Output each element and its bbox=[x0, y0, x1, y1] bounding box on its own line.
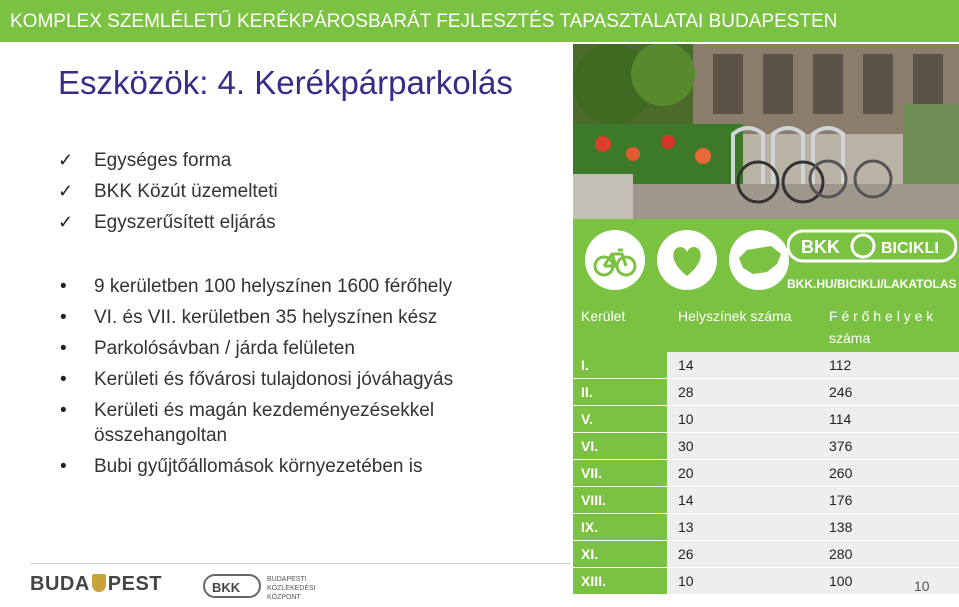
checklist-text: Egységes forma bbox=[94, 150, 232, 171]
table-row bbox=[573, 487, 959, 514]
table-row bbox=[573, 406, 959, 433]
bullet-text: 9 kerületben 100 helyszínen 1600 férőhely bbox=[94, 276, 453, 297]
cell-sites: 14 bbox=[678, 492, 694, 508]
parking-table bbox=[573, 304, 959, 595]
bkk-footer-line3: KÖZPONT bbox=[267, 594, 301, 601]
table-row bbox=[573, 568, 959, 595]
table-row bbox=[573, 379, 959, 406]
cell-district: VI. bbox=[581, 438, 599, 454]
bullet-item bbox=[58, 367, 528, 392]
bike-rack-photo bbox=[573, 44, 959, 219]
cell-district: XIII. bbox=[581, 573, 606, 589]
bullet-text: Kerületi és fővárosi tulajdonosi jóváhagyás bbox=[94, 369, 454, 390]
bullet-item bbox=[58, 274, 528, 299]
cell-sites: 10 bbox=[678, 411, 694, 427]
table-header bbox=[573, 304, 959, 352]
cell-sites: 14 bbox=[678, 357, 694, 373]
bicycle-icon bbox=[585, 230, 645, 290]
bullet-item bbox=[58, 454, 528, 479]
checklist-item bbox=[58, 212, 278, 243]
cell-places: 138 bbox=[829, 519, 853, 535]
checkmark-icon: ✓ bbox=[58, 150, 74, 170]
bkk-footer-logo bbox=[203, 572, 343, 607]
bkk-footer-line2: KÖZLEKEDÉSI bbox=[267, 585, 316, 592]
cell-sites: 26 bbox=[678, 546, 694, 562]
cell-district: II. bbox=[581, 384, 593, 400]
bullet-icon: • bbox=[60, 338, 67, 359]
bullet-item bbox=[58, 398, 528, 448]
bullet-text: Kerületi és magán kezdeményezésekkel összehangoltan bbox=[94, 400, 435, 446]
cell-places: 280 bbox=[829, 546, 853, 562]
crest-icon bbox=[92, 574, 106, 592]
table-row bbox=[573, 433, 959, 460]
checklist-item bbox=[58, 181, 278, 212]
checklist-text: BKK Közút üzemelteti bbox=[94, 181, 278, 202]
bullet-text: Parkolósávban / járda felületen bbox=[94, 338, 355, 359]
cell-district: VIII. bbox=[581, 492, 606, 508]
bullet-text: VI. és VII. kerületben 35 helyszínen kész bbox=[94, 307, 438, 328]
header-bar bbox=[0, 0, 959, 42]
table-row bbox=[573, 514, 959, 541]
footer-divider bbox=[30, 563, 570, 564]
table-row bbox=[573, 541, 959, 568]
budapest-logo: BUDA PEST bbox=[30, 573, 163, 595]
cell-district: V. bbox=[581, 411, 593, 427]
bullet-list bbox=[58, 274, 528, 485]
bkk-footer-line1: BUDAPESTI bbox=[267, 576, 307, 583]
cell-sites: 20 bbox=[678, 465, 694, 481]
bullet-icon: • bbox=[60, 276, 67, 297]
bkk-bicikli-banner bbox=[573, 219, 959, 304]
checklist bbox=[58, 150, 278, 243]
slide-title: Eszközök: 4. Kerékpárparkolás bbox=[58, 64, 513, 101]
table-row bbox=[573, 352, 959, 379]
header-places: F é r ő h e l y e k bbox=[829, 308, 934, 324]
bullet-icon: • bbox=[60, 369, 67, 390]
bike-rack-photo-art bbox=[573, 44, 959, 219]
cell-places: 376 bbox=[829, 438, 853, 454]
cell-places: 176 bbox=[829, 492, 853, 508]
cell-district: XI. bbox=[581, 546, 599, 562]
cell-sites: 13 bbox=[678, 519, 694, 535]
cell-places: 112 bbox=[829, 357, 852, 373]
cell-places: 114 bbox=[829, 411, 852, 427]
bkk-footer-brand: BKK bbox=[212, 580, 241, 595]
checklist-item bbox=[58, 150, 278, 181]
bullet-icon: • bbox=[60, 400, 67, 421]
hungary-map-icon bbox=[729, 230, 789, 290]
cell-district: IX. bbox=[581, 519, 599, 535]
bullet-text: Bubi gyűjtőállomások környezetében is bbox=[94, 456, 423, 477]
checklist-text: Egyszerűsített eljárás bbox=[94, 212, 276, 233]
table-row bbox=[573, 460, 959, 487]
cell-places: 246 bbox=[829, 384, 853, 400]
cell-sites: 10 bbox=[678, 573, 694, 589]
cell-district: VII. bbox=[581, 465, 603, 481]
header-district: Kerület bbox=[581, 308, 626, 324]
bullet-icon: • bbox=[60, 456, 67, 477]
bkk-brand: BKK bbox=[801, 237, 840, 257]
cell-district: I. bbox=[581, 357, 589, 373]
bullet-icon: • bbox=[60, 307, 67, 328]
header-places-line2: száma bbox=[829, 330, 871, 346]
cell-sites: 30 bbox=[678, 438, 694, 454]
heart-icon bbox=[657, 230, 717, 290]
cell-places: 260 bbox=[829, 465, 853, 481]
bullet-item bbox=[58, 336, 528, 361]
bicikli-brand: BICIKLI bbox=[881, 240, 939, 257]
header-title: KOMPLEX SZEMLÉLETŰ KERÉKPÁROSBARÁT FEJLESZTÉS TAPASZTALATAI BUDAPESTEN bbox=[10, 11, 838, 32]
header-sites: Helyszínek száma bbox=[678, 308, 792, 324]
checkmark-icon: ✓ bbox=[58, 212, 74, 232]
page-number: 10 bbox=[914, 578, 930, 594]
cell-places: 100 bbox=[829, 573, 853, 589]
bullet-item bbox=[58, 305, 528, 330]
cell-sites: 28 bbox=[678, 384, 694, 400]
bkk-url: BKK.HU/BICIKLI/LAKATOLAS bbox=[787, 277, 957, 291]
checkmark-icon: ✓ bbox=[58, 181, 74, 201]
